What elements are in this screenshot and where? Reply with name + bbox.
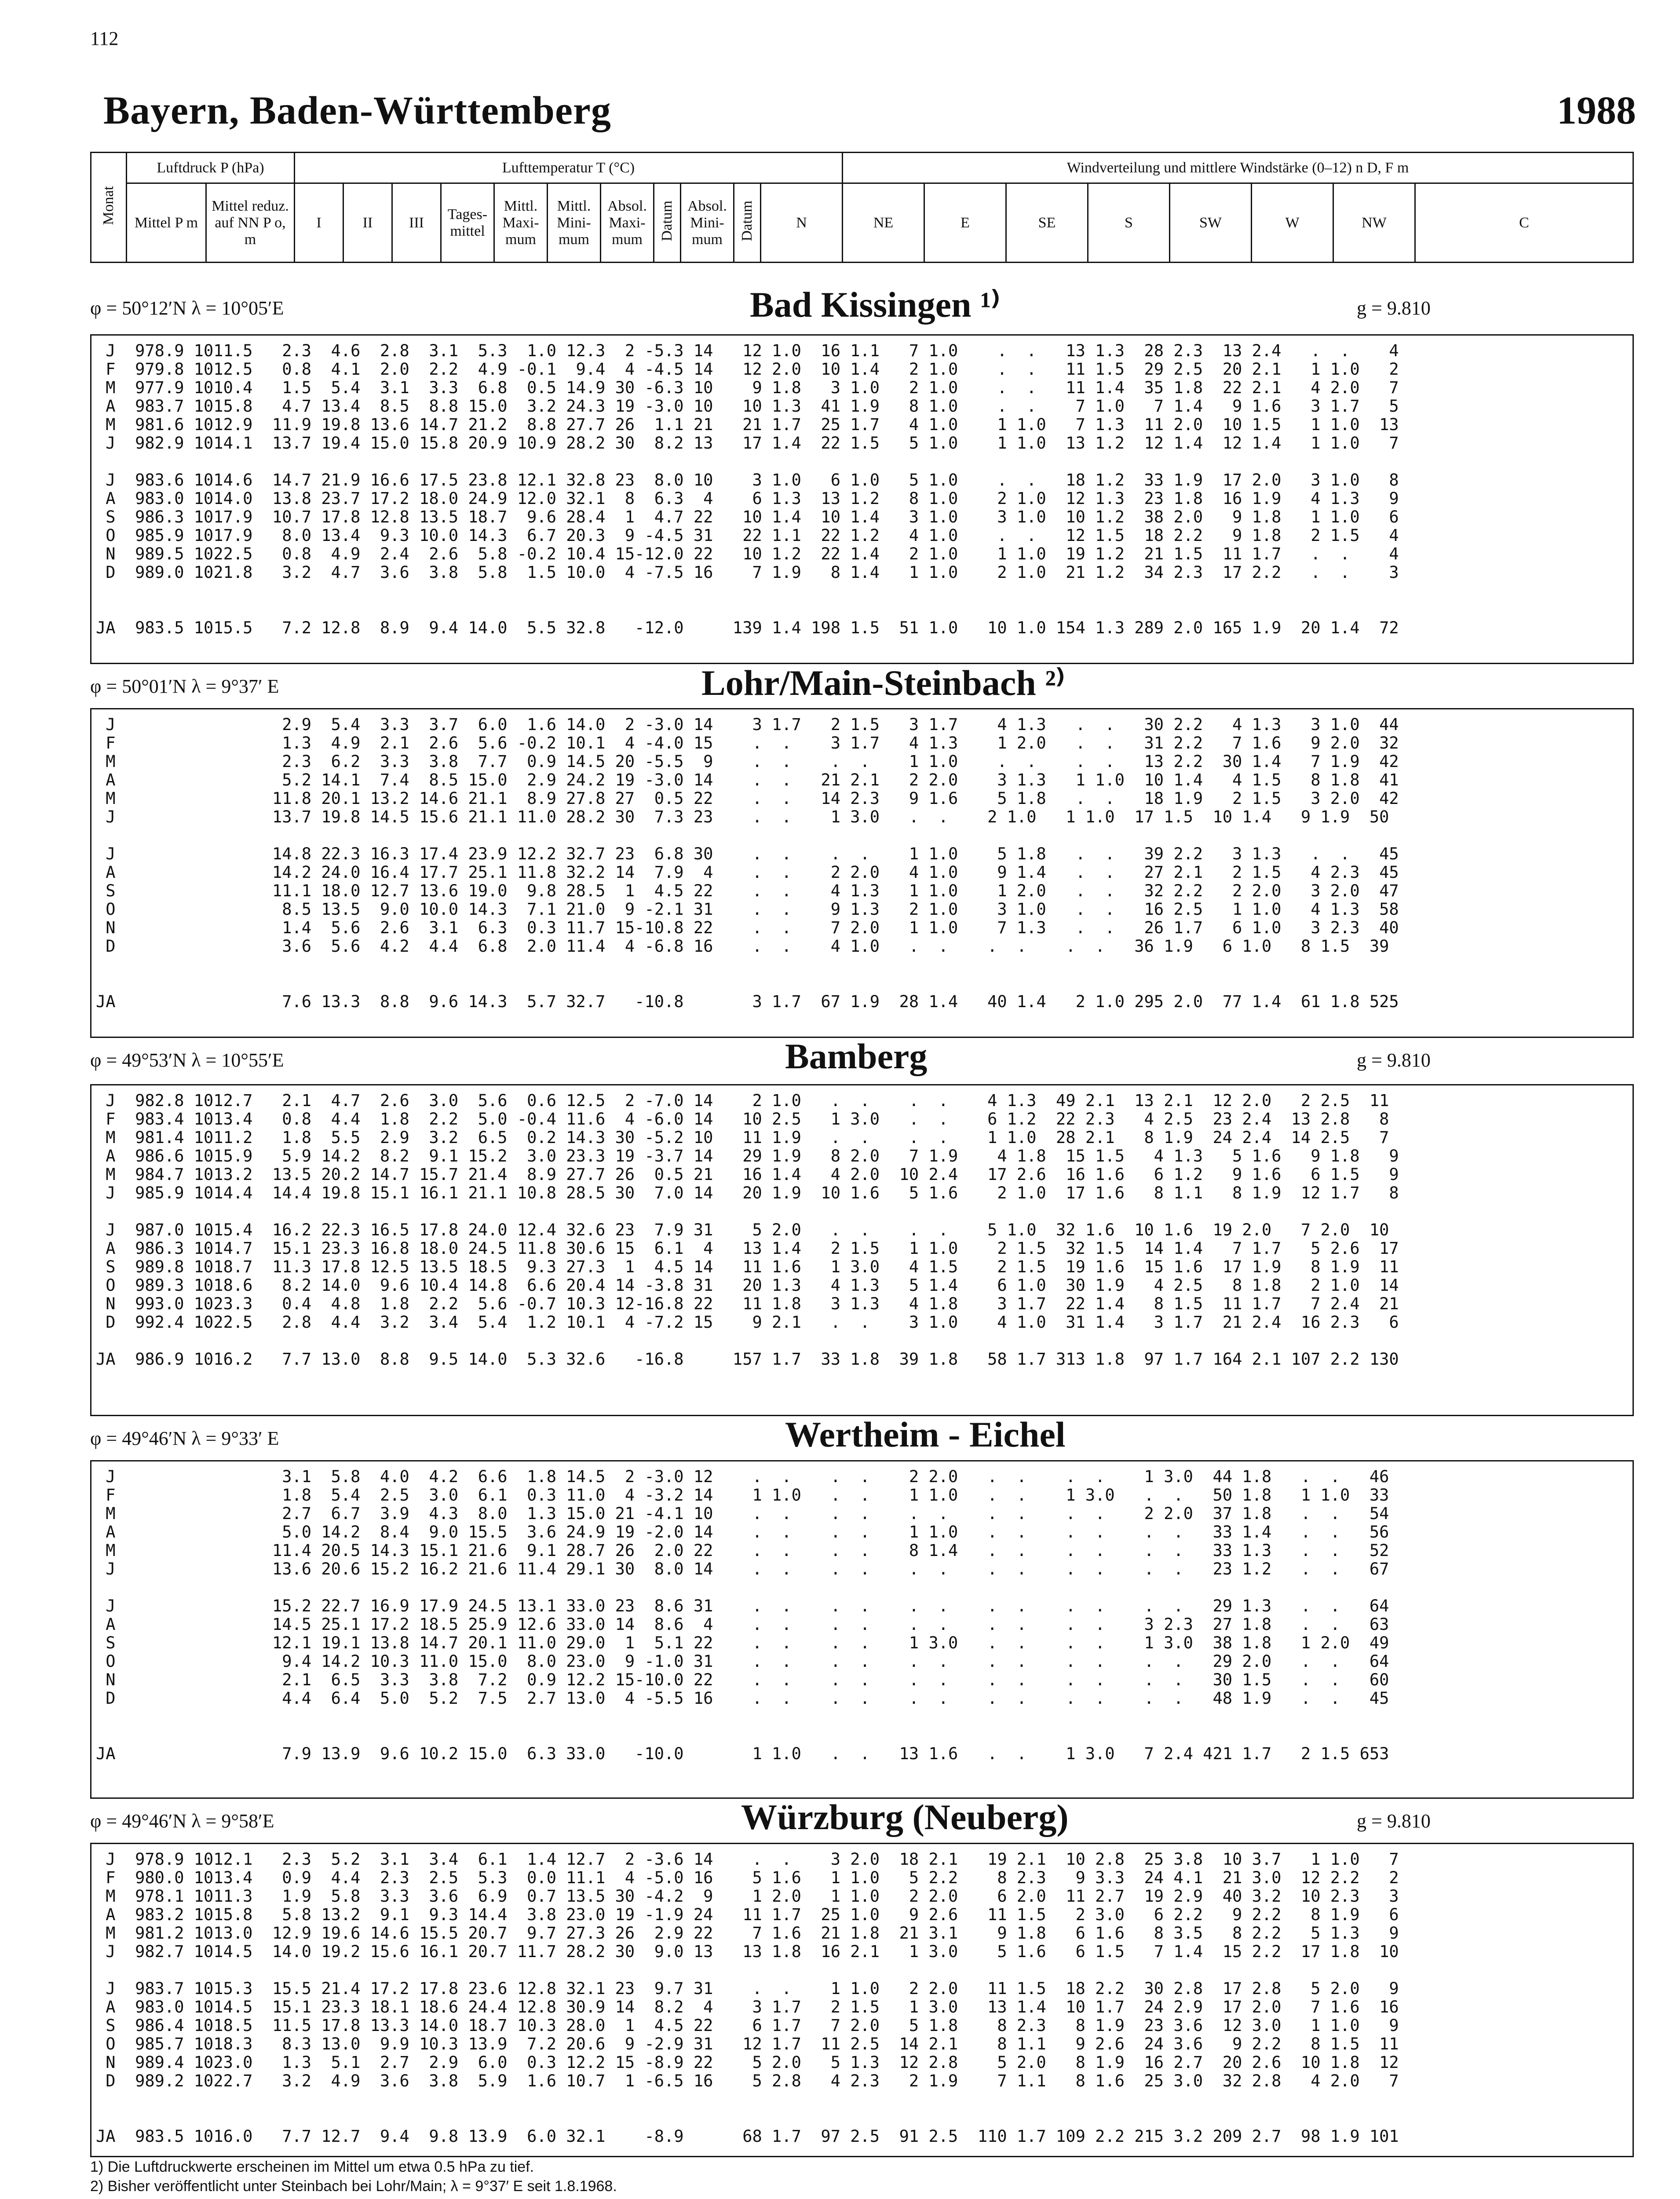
station-data-block xyxy=(90,1084,1634,1416)
station-name: Wertheim - Eichel xyxy=(785,1414,1066,1454)
station-heading xyxy=(90,664,1634,704)
header-dir-se: SE xyxy=(1006,183,1088,263)
station-coordinates: φ = 49°53′N λ = 10°55′E xyxy=(90,1049,284,1071)
station-heading xyxy=(90,286,1634,325)
header-mittel-reduz: Mittel reduz. auf NN P o, m xyxy=(206,183,295,263)
header-dir-ne: NE xyxy=(843,183,924,263)
station-data-rows: J 978.9 1012.1 2.3 5.2 3.1 3.4 6.1 1.4 12.7 2 -3.6 14 . . 3 2.0 18 2.1 19 2.1 10 2.8 25 3.8 10 3.7 1 1.0 7 F 980.0 1013.4 0.9 4.4 2.3 2.5 5.3 0.0 11.1 4 -5.0 16 5 1.6 1 1.0 5 2.2 8 2.3 9 3.3 24 4.1 21 3.0 12 2.2 2 M 978.1 1011.3 1.9 5.8 3.3 3.6 6.9 0.7 13.5 30 -4.2 9 1 2.0 1 1.0 2 2.0 6 2.0 11 2.7 19 2.9 40 3.2 10 2.3 3 A 983.2 1015.8 5.8 13.2 9.1 9.3 14.4 3.8 23.0 19 -1.9 24 11 1.7 25 1.0 9 2.6 11 1.5 2 3.0 6 2.2 9 2.2 8 1.9 6 M 981.2 1013.0 12.9 19.6 14.6 15.5 20.7 9.7 27.3 26 2.9 22 7 1.6 21 1.8 21 3.1 9 1.8 6 1.6 8 3.5 8 2.2 5 1.3 9 J 982.7 1014.5 14.0 19.2 15.6 16.1 20.7 11.7 28.2 30 9.0 13 13 1.8 16 2.1 1 3.0 5 1.6 6 1.5 7 1.4 15 2.2 17 1.8 10 J 983.7 1015.3 15.5 21.4 17.2 17.8 23.6 12.8 32.1 23 9.7 31 . . 1 1.0 2 2.0 11 1.5 18 2.2 30 2.8 17 2.8 5 2.0 9 A 983.0 1014.5 15.1 23.3 18.1 18.6 24.4 12.8 30.9 14 8.2 4 3 1.7 2 1.5 1 3.0 13 1.4 10 1.7 24 2.9 17 2.0 7 1.6 16 S 986.4 1018.5 11.5 17.8 13.3 14.0 18.7 10.3 28.0 1 4.5 22 6 1.7 7 2.0 5 1.8 8 2.3 8 1.9 23 3.6 12 3.0 1 1.0 9 O 985.7 1018.3 8.3 13.0 9.9 10.3 13.9 7.2 20.6 9 -2.9 31 12 1.7 11 2.5 14 2.1 8 1.1 9 2.6 24 3.6 9 2.2 8 1.5 11 N 989.4 1023.0 1.3 5.1 2.7 2.9 6.0 0.3 12.2 15 -8.9 22 5 2.0 5 1.3 12 2.8 5 2.0 8 1.9 16 2.7 20 2.6 10 1.8 12 D 989.2 1022.7 3.2 4.9 3.6 3.8 5.9 1.6 10.7 1 -6.5 16 5 2.8 4 2.3 2 1.9 7 1.1 8 1.6 25 3.0 32 2.8 4 2.0 7 JA 983.5 1016.0 7.7 12.7 9.4 9.8 13.9 6.0 32.1 -8.9 68 1.7 97 2.5 91 2.5 110 1.7 109 2.2 215 3.2 209 2.7 98 1.9 101 xyxy=(96,1850,1399,2146)
footnote: 2) Bisher veröffentlicht unter Steinbach bei Lohr/Main; λ = 9°37′ E seit 1.8.1968. xyxy=(90,2178,617,2195)
station-data-block xyxy=(90,1460,1634,1799)
station-name: Bad Kissingen ¹⁾ xyxy=(750,285,1000,325)
page-year: 1988 xyxy=(1557,89,1636,132)
header-dir-sw: SW xyxy=(1170,183,1252,263)
header-tagesmittel: Tages-mittel xyxy=(441,183,494,263)
station-heading xyxy=(90,1799,1634,1838)
header-wind: Windverteilung und mittlere Windstärke (0–12) n D, F m xyxy=(843,153,1633,183)
station-data-block xyxy=(90,334,1634,664)
header-dir-c: C xyxy=(1415,183,1633,263)
footnote: 1) Die Luftdruckwerte erscheinen im Mittel um etwa 0.5 hPa zu tief. xyxy=(90,2159,534,2175)
station-data-block xyxy=(90,708,1634,1038)
station-data-rows: J 982.8 1012.7 2.1 4.7 2.6 3.0 5.6 0.6 12.5 2 -7.0 14 2 1.0 . . . . 4 1.3 49 2.1 13 2.1 12 2.0 2 2.5 11 F 983.4 1013.4 0.8 4.4 1.8 2.2 5.0 -0.4 11.6 4 -6.0 14 10 2.5 1 3.0 . . 6 1.2 22 2.3 4 2.5 23 2.4 13 2.8 8 M 981.4 1011.2 1.8 5.5 2.9 3.2 6.5 0.2 14.3 30 -5.2 10 11 1.9 . . . . 1 1.0 28 2.1 8 1.9 24 2.4 14 2.5 7 A 986.6 1015.9 5.9 14.2 8.2 9.1 15.2 3.0 23.3 19 -3.7 14 29 1.9 8 2.0 7 1.9 4 1.8 15 1.5 4 1.3 5 1.6 9 1.8 9 M 984.7 1013.2 13.5 20.2 14.7 15.7 21.4 8.9 27.7 26 0.5 21 16 1.4 4 2.0 10 2.4 17 2.6 16 1.6 6 1.2 9 1.6 6 1.5 9 J 985.9 1014.4 14.4 19.8 15.1 16.1 21.1 10.8 28.5 30 7.0 14 20 1.9 10 1.6 5 1.6 2 1.0 17 1.6 8 1.1 8 1.9 12 1.7 8 J 987.0 1015.4 16.2 22.3 16.5 17.8 24.0 12.4 32.6 23 7.9 31 5 2.0 . . . . 5 1.0 32 1.6 10 1.6 19 2.0 7 2.0 10 A 986.3 1014.7 15.1 23.3 16.8 18.0 24.5 11.8 30.6 15 6.1 4 13 1.4 2 1.5 1 1.0 2 1.5 32 1.5 14 1.4 7 1.7 5 2.6 17 S 989.8 1018.7 11.3 17.8 12.5 13.5 18.5 9.3 27.3 1 4.5 14 11 1.6 1 3.0 4 1.5 2 1.5 19 1.6 15 1.6 17 1.9 8 1.9 11 O 989.3 1018.6 8.2 14.0 9.6 10.4 14.8 6.6 20.4 14 -3.8 31 20 1.3 4 1.3 5 1.4 6 1.0 30 1.9 4 2.5 8 1.8 2 1.0 14 N 993.0 1023.3 0.4 4.8 1.8 2.2 5.6 -0.7 10.3 12-16.8 22 11 1.8 3 1.3 4 1.8 3 1.7 22 1.4 8 1.5 11 1.7 7 2.4 21 D 992.4 1022.5 2.8 4.4 3.2 3.4 5.4 1.2 10.1 4 -7.2 15 9 2.1 . . 3 1.0 4 1.0 31 1.4 3 1.7 21 2.4 16 2.3 6 JA 986.9 1016.2 7.7 13.0 8.8 9.5 14.0 5.3 32.6 -16.8 157 1.7 33 1.8 39 1.8 58 1.7 313 1.8 97 1.7 164 2.1 107 2.2 130 xyxy=(96,1091,1399,1369)
header-lufttemperatur: Lufttemperatur T (°C) xyxy=(295,153,843,183)
station-name: Würzburg (Neuberg) xyxy=(741,1797,1069,1837)
header-dir-s: S xyxy=(1088,183,1170,263)
station-name: Lohr/Main-Steinbach ²⁾ xyxy=(701,663,1065,703)
header-dir-w: W xyxy=(1252,183,1333,263)
footnotes xyxy=(90,2157,617,2196)
header-dir-nw: NW xyxy=(1333,183,1415,263)
header-luftdruck: Luftdruck P (hPa) xyxy=(127,153,295,183)
station-coordinates: φ = 49°46′N λ = 9°58′E xyxy=(90,1810,274,1832)
station-data-rows: J 2.9 5.4 3.3 3.7 6.0 1.6 14.0 2 -3.0 14 3 1.7 2 1.5 3 1.7 4 1.3 . . 30 2.2 4 1.3 3 1.0 44 F 1.3 4.9 2.1 2.6 5.6 -0.2 10.1 4 -4.0 15 . . 3 1.7 4 1.3 1 2.0 . . 31 2.2 7 1.6 9 2.0 32 M 2.3 6.2 3.3 3.8 7.7 0.9 14.5 20 -5.5 9 . . . . 1 1.0 . . . . 13 2.2 30 1.4 7 1.9 42 A 5.2 14.1 7.4 8.5 15.0 2.9 24.2 19 -3.0 14 . . 21 2.1 2 2.0 3 1.3 1 1.0 10 1.4 4 1.5 8 1.8 41 M 11.8 20.1 13.2 14.6 21.1 8.9 27.8 27 0.5 22 . . 14 2.3 9 1.6 5 1.8 . . 18 1.9 2 1.5 3 2.0 42 J 13.7 19.8 14.5 15.6 21.1 11.0 28.2 30 7.3 23 . . 1 3.0 . . 2 1.0 1 1.0 17 1.5 10 1.4 9 1.9 50 J 14.8 22.3 16.3 17.4 23.9 12.2 32.7 23 6.8 30 . . . . 1 1.0 5 1.8 . . 39 2.2 3 1.3 . . 45 A 14.2 24.0 16.4 17.7 25.1 11.8 32.2 14 7.9 4 . . 2 2.0 4 1.0 9 1.4 . . 27 2.1 2 1.5 4 2.3 45 S 11.1 18.0 12.7 13.6 19.0 9.8 28.5 1 4.5 22 . . 4 1.3 1 1.0 1 2.0 . . 32 2.2 2 2.0 3 2.0 47 O 8.5 13.5 9.0 10.0 14.3 7.1 21.0 9 -2.1 31 . . 9 1.3 2 1.0 3 1.0 . . 16 2.5 1 1.0 4 1.3 58 N 1.4 5.6 2.6 3.1 6.3 0.3 11.7 15-10.8 22 . . 7 2.0 1 1.0 7 1.3 . . 26 1.7 6 1.0 3 2.3 40 D 3.6 5.6 4.2 4.4 6.8 2.0 11.4 4 -6.8 16 . . 4 1.0 . . . . . . 36 1.9 6 1.0 8 1.5 39 JA 7.6 13.3 8.8 9.6 14.3 5.7 32.7 -10.8 3 1.7 67 1.9 28 1.4 40 1.4 2 1.0 295 2.0 77 1.4 61 1.8 525 xyxy=(96,715,1399,1011)
page-number: 112 xyxy=(90,28,119,49)
station-gravity: g = 9.810 xyxy=(1357,1049,1431,1071)
header-absol-min: Absol. Mini-mum xyxy=(681,183,734,263)
header-iii: III xyxy=(392,183,441,263)
header-mittel: Mittel P m xyxy=(127,183,206,263)
station-heading xyxy=(90,1416,1634,1456)
station-heading xyxy=(90,1038,1634,1078)
header-datum: Datum xyxy=(654,183,681,263)
station-coordinates: φ = 49°46′N λ = 9°33′ E xyxy=(90,1428,279,1449)
header-monat: Monat xyxy=(91,153,127,263)
page-title: Bayern, Baden-Württemberg xyxy=(103,89,611,132)
header-ii: II xyxy=(343,183,392,263)
column-header-table xyxy=(90,152,1634,263)
station-coordinates: φ = 50°12′N λ = 10°05′E xyxy=(90,297,284,319)
header-mittl-min: Mittl. Mini-mum xyxy=(548,183,601,263)
station-coordinates: φ = 50°01′N λ = 9°37′ E xyxy=(90,676,279,697)
station-gravity: g = 9.810 xyxy=(1357,297,1431,319)
station-data-rows: J 3.1 5.8 4.0 4.2 6.6 1.8 14.5 2 -3.0 12 . . . . 2 2.0 . . . . 1 3.0 44 1.8 . . 46 F 1.8 5.4 2.5 3.0 6.1 0.3 11.0 4 -3.2 14 1 1.0 . . 1 1.0 . . 1 3.0 . . 50 1.8 1 1.0 33 M 2.7 6.7 3.9 4.3 8.0 1.3 15.0 21 -4.1 10 . . . . . . . . . . 2 2.0 37 1.8 . . 54 A 5.0 14.2 8.4 9.0 15.5 3.6 24.9 19 -2.0 14 . . . . 1 1.0 . . . . . . 33 1.4 . . 56 M 11.4 20.5 14.3 15.1 21.6 9.1 28.7 26 2.0 22 . . . . 8 1.4 . . . . . . 33 1.3 . . 52 J 13.6 20.6 15.2 16.2 21.6 11.4 29.1 30 8.0 14 . . . . . . . . . . . . 23 1.2 . . 67 J 15.2 22.7 16.9 17.9 24.5 13.1 33.0 23 8.6 31 . . . . . . . . . . . . 29 1.3 . . 64 A 14.5 25.1 17.2 18.5 25.9 12.6 33.0 14 8.6 4 . . . . . . . . . . 3 2.3 27 1.8 . . 63 S 12.1 19.1 13.8 14.7 20.1 11.0 29.0 1 5.1 22 . . . . 1 3.0 . . . . 1 3.0 38 1.8 1 2.0 49 O 9.4 14.2 10.3 11.0 15.0 8.0 23.0 9 -1.0 31 . . . . . . . . . . . . 29 2.0 . . 64 N 2.1 6.5 3.3 3.8 7.2 0.9 12.2 15-10.0 22 . . . . . . . . . . . . 30 1.5 . . 60 D 4.4 6.4 5.0 5.2 7.5 2.7 13.0 4 -5.5 16 . . . . . . . . . . . . 48 1.9 . . 45 JA 7.9 13.9 9.6 10.2 15.0 6.3 33.0 -10.0 1 1.0 . . 13 1.6 . . 1 3.0 7 2.4 421 1.7 2 1.5 653 xyxy=(96,1467,1389,1763)
station-gravity: g = 9.810 xyxy=(1357,1810,1431,1832)
station-name: Bamberg xyxy=(785,1036,928,1076)
header-dir-n: N xyxy=(761,183,843,263)
station-data-rows: J 978.9 1011.5 2.3 4.6 2.8 3.1 5.3 1.0 12.3 2 -5.3 14 12 1.0 16 1.1 7 1.0 . . 13 1.3 28 2.3 13 2.4 . . 4 F 979.8 1012.5 0.8 4.1 2.0 2.2 4.9 -0.1 9.4 4 -4.5 14 12 2.0 10 1.4 2 1.0 . . 11 1.5 29 2.5 20 2.1 1 1.0 2 M 977.9 1010.4 1.5 5.4 3.1 3.3 6.8 0.5 14.9 30 -6.3 10 9 1.8 3 1.0 2 1.0 . . 11 1.4 35 1.8 22 2.1 4 2.0 7 A 983.7 1015.8 4.7 13.4 8.5 8.8 15.0 3.2 24.3 19 -3.0 10 10 1.3 41 1.9 8 1.0 . . 7 1.0 7 1.4 9 1.6 3 1.7 5 M 981.6 1012.9 11.9 19.8 13.6 14.7 21.2 8.8 27.7 26 1.1 21 21 1.7 25 1.7 4 1.0 1 1.0 7 1.3 11 2.0 10 1.5 1 1.0 13 J 982.9 1014.1 13.7 19.4 15.0 15.8 20.9 10.9 28.2 30 8.2 13 17 1.4 22 1.5 5 1.0 1 1.0 13 1.2 12 1.4 12 1.4 1 1.0 7 J 983.6 1014.6 14.7 21.9 16.6 17.5 23.8 12.1 32.8 23 8.0 10 3 1.0 6 1.0 5 1.0 . . 18 1.2 33 1.9 17 2.0 3 1.0 8 A 983.0 1014.0 13.8 23.7 17.2 18.0 24.9 12.0 32.1 8 6.3 4 6 1.3 13 1.2 8 1.0 2 1.0 12 1.3 23 1.8 16 1.9 4 1.3 9 S 986.3 1017.9 10.7 17.8 12.8 13.5 18.7 9.6 28.4 1 4.7 22 10 1.4 10 1.4 3 1.0 3 1.0 10 1.2 38 2.0 9 1.8 1 1.0 6 O 985.9 1017.9 8.0 13.4 9.3 10.0 14.3 6.7 20.3 9 -4.5 31 22 1.1 22 1.2 4 1.0 . . 12 1.5 18 2.2 9 1.8 2 1.5 4 N 989.5 1022.5 0.8 4.9 2.4 2.6 5.8 -0.2 10.4 15-12.0 22 10 1.2 22 1.4 2 1.0 1 1.0 19 1.2 21 1.5 11 1.7 . . 4 D 989.0 1021.8 3.2 4.7 3.6 3.8 5.8 1.5 10.0 4 -7.5 16 7 1.9 8 1.4 1 1.0 2 1.0 21 1.2 34 2.3 17 2.2 . . 3 JA 983.5 1015.5 7.2 12.8 8.9 9.4 14.0 5.5 32.8 -12.0 139 1.4 198 1.5 51 1.0 10 1.0 154 1.3 289 2.0 165 1.9 20 1.4 72 xyxy=(96,341,1399,637)
header-dir-e: E xyxy=(924,183,1006,263)
header-i: I xyxy=(295,183,343,263)
header-absol-max: Absol. Maxi-mum xyxy=(601,183,654,263)
header-mittl-max: Mittl. Maxi-mum xyxy=(494,183,548,263)
station-data-block xyxy=(90,1843,1634,2157)
header-datum-2: Datum xyxy=(734,183,761,263)
